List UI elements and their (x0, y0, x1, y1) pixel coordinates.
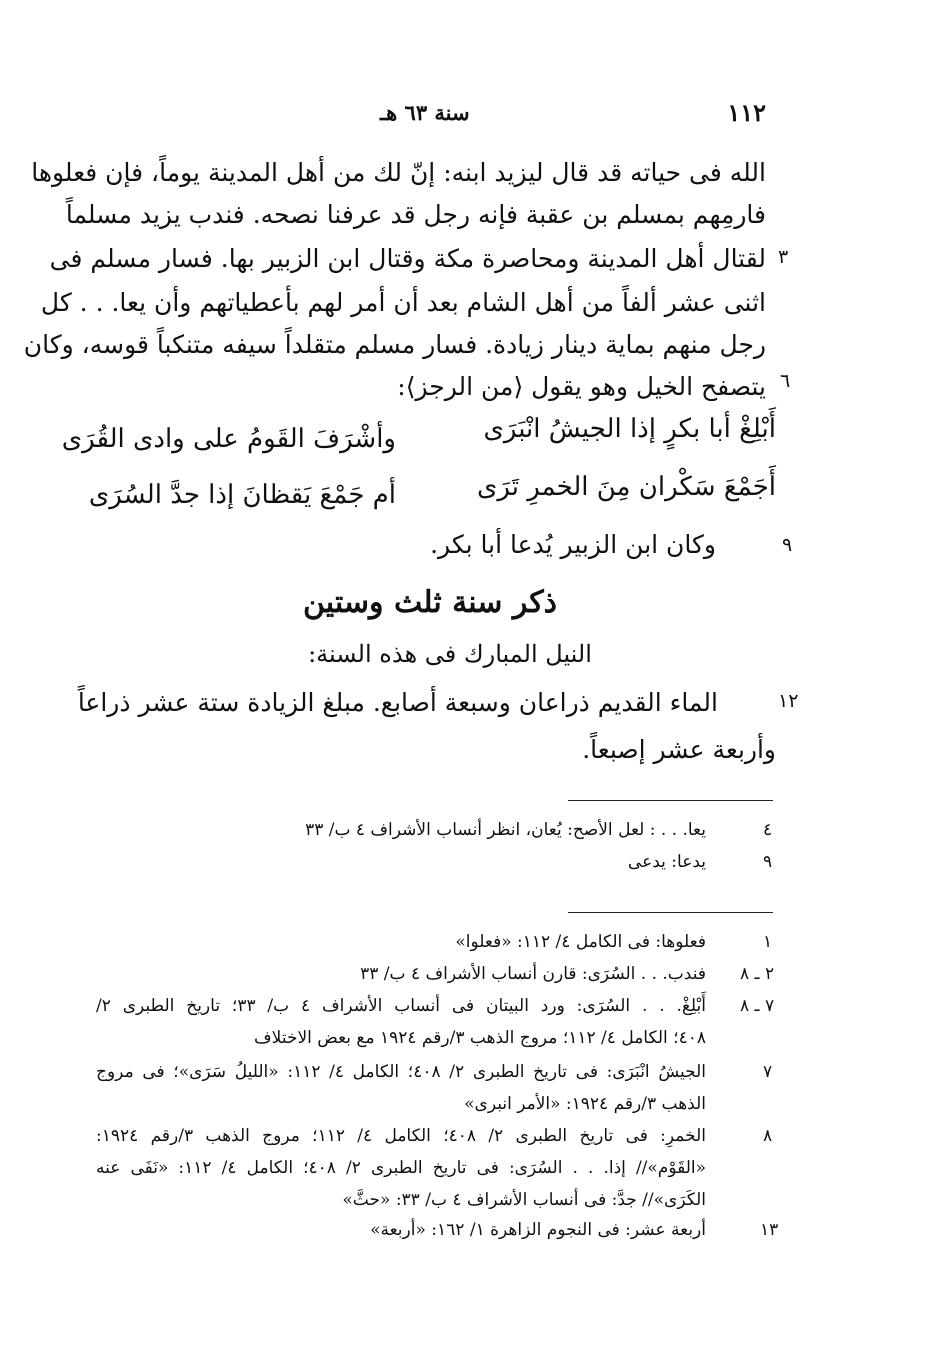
body-line-2: فارمِهم بمسلم بن عقبة فإنه رجل قد عرفنا نصحه. فندب يزيد مسلماً (65, 200, 766, 229)
note-b-text-3-line-1: أَبْلِغْ. . . السُرَى: ورد البيتان فى أنساب الأشراف ٤ ب/ ٣٣؛ تاريخ الطبرى ٢/ (96, 996, 706, 1016)
poem-line-1-first-hemistich: أَبْلِغْ أبا بكرٍ إذا الجيشُ انْبَرَى (483, 414, 776, 444)
note-b-text-1: فعلوها: فى الكامل ٤/ ١١٢: «فعلوا» (455, 932, 706, 952)
body-line-1: الله فى حياته قد قال ليزيد ابنه: إنّ لك من أهل المدينة يوماً، فإن فعلوها (31, 158, 766, 187)
note-a-text-2: يدعا: يدعى (627, 852, 706, 872)
section-title: ذكر سنة ثلث وستين (302, 585, 558, 620)
nile-line-1: الماء القديم ذراعان وسبعة أصابع. مبلغ الزيادة ستة عشر ذراعاً (77, 688, 718, 717)
body-line-5: رجل منهم بماية دينار زيادة. فسار مسلم متقلداً سيفه متنكباً قوسه، وكان (23, 330, 766, 359)
note-b-text-2: فندب. . . السُرَى: قارن أنساب الأشراف ٤ ب/ ٣٣ (360, 964, 706, 984)
note-b-text-5-line-1: الخمرِ: فى تاريخ الطبرى ٢/ ٤٠٨؛ الكامل ٤/ ١١٢؛ مروج الذهب ٣/رقم ١٩٢٤: (96, 1126, 706, 1146)
note-b-text-6: أربعة عشر: فى النجوم الزاهرة ١/ ١٦٢: «أربعة» (370, 1220, 706, 1240)
note-b-number-4: ٧ (763, 1062, 773, 1082)
line-number-6: ٦ (780, 370, 791, 392)
poem-line-2-first-hemistich: أَجَمْعَ سَكْران مِنَ الخمرِ تَرَى (477, 472, 776, 502)
note-b-text-4-line-2: الذهب ٣/رقم ١٩٢٤: «الأمر انبرى» (464, 1094, 706, 1114)
note-b-number-6: ١٣ (760, 1220, 779, 1240)
note-b-text-5-line-2: «القَوْم»// إذا. . . السُرَى: فى تاريخ الطبرى ٢/ ٤٠٨؛ الكامل ٤/ ١١٢: «نَفَى عنه (96, 1158, 707, 1178)
note-a-number-2: ٩ (763, 852, 773, 872)
nile-line-2: وأربعة عشر إصبعاً. (582, 735, 776, 764)
note-b-text-4-line-1: الجيشُ انْبَرَى: فى تاريخ الطبرى ٢/ ٤٠٨؛ الكامل ٤/ ١١٢: «الليلُ سَرَى»؛ فى مروج (96, 1062, 706, 1082)
note-b-number-1: ١ (763, 932, 773, 952)
note-b-number-5: ٨ (763, 1126, 773, 1146)
note-b-text-3-line-2: ٤٠٨؛ الكامل ٤/ ١١٢؛ مروج الذهب ٣/رقم ١٩٢٤ مع بعض الاختلاف (254, 1028, 706, 1048)
body-line-3: لقتال أهل المدينة ومحاصرة مكة وقتال ابن الزبير بها. فسار مسلم فى (49, 244, 766, 273)
footnote-rule-b (568, 912, 773, 913)
body-line-4: اثنى عشر ألفاً من أهل الشام بعد أن أمر لهم بأعطياتهم وأن يعا. . . كل (40, 288, 766, 317)
line-number-3: ٣ (778, 246, 789, 268)
note-a-text-1: يعا. . . : لعل الأصح: يُعان، انظر أنساب الأشراف ٤ ب/ ٣٣ (305, 820, 706, 840)
poem-line-1-second-hemistich: وأشْرَفَ القَومُ على وادى القُرَى (61, 424, 396, 454)
subtitle: النيل المبارك فى هذه السنة: (308, 640, 592, 668)
page-number: ١١٢ (727, 98, 766, 127)
running-title: سنة ٦٣ هـ (380, 100, 470, 125)
note-b-number-3: ٧ ـ ٨ (740, 996, 775, 1016)
poem-line-2-second-hemistich: أم جَمْعَ يَقظانَ إذا جدَّ السُرَى (88, 480, 396, 510)
note-b-text-5-line-3: الكَرَى»// جدَّ: فى أنساب الأشراف ٤ ب/ ٣٣: «حثَّ» (342, 1190, 706, 1210)
body-line-6: يتصفح الخيل وهو يقول ⟨من الرجز⟩: (397, 372, 766, 401)
line-number-9: ٩ (782, 534, 793, 556)
note-b-number-2: ٢ ـ ٨ (740, 964, 775, 984)
after-poem-line: وكان ابن الزبير يُدعا أبا بكر. (430, 530, 716, 559)
note-a-number-1: ٤ (763, 820, 773, 840)
footnote-rule-a (568, 800, 773, 801)
line-number-12: ١٢ (778, 690, 799, 712)
